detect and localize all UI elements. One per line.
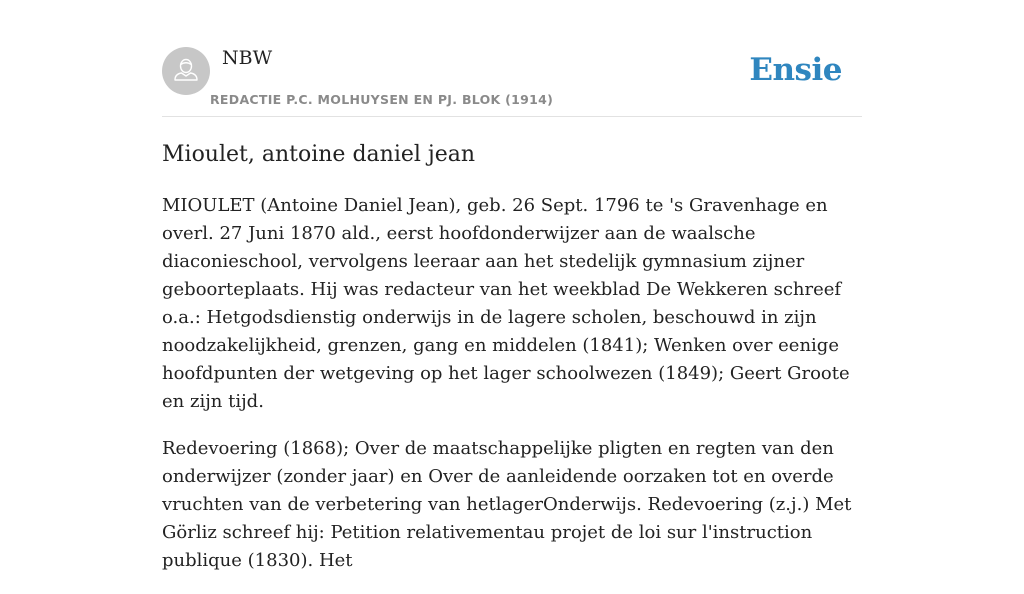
article-paragraph: Redevoering (1868); Over de maatschappelijke pligten en regten van den onderwijzer (zonder jaar) en Over de aanleidende oorzaken tot en overde vruchten van de verbetering van hetlagerOnderwijs. Redevoering (z.j.) Met Görliz schreef hij: Petition relativementau projet de loi sur l'instruction publique (1830). Het	[162, 438, 852, 571]
author-name[interactable]: NBW	[222, 47, 273, 69]
ensie-logo[interactable]: Ensie	[749, 52, 842, 88]
source-label: REDACTIE P.C. MOLHUYSEN EN PJ. BLOK (1914)	[210, 92, 554, 107]
article-title: Mioulet, antoine daniel jean	[162, 142, 476, 167]
article-body	[162, 192, 862, 594]
user-icon	[162, 47, 210, 95]
avatar[interactable]	[162, 47, 210, 95]
article-paragraph: MIOULET (Antoine Daniel Jean), geb. 26 Sept. 1796 te 's Gravenhage en overl. 27 Juni 1870 ald., eerst hoofdonderwijzer aan de waalsche diaconieschool, vervolgens leeraar aan het stedelijk gymnasium zijner geboorteplaats. Hij was redacteur van het weekblad De Wekkeren schreef o.a.: Hetgodsdienstig onderwijs in de lagere scholen, beschouwd in zijn noodzakelijkheid, grenzen, gang en middelen (1841); Wenken over eenige hoofdpunten der wetgeving op het lager schoolwezen (1849); Geert Groote en zijn tijd.	[162, 195, 850, 412]
article-header	[162, 46, 862, 117]
